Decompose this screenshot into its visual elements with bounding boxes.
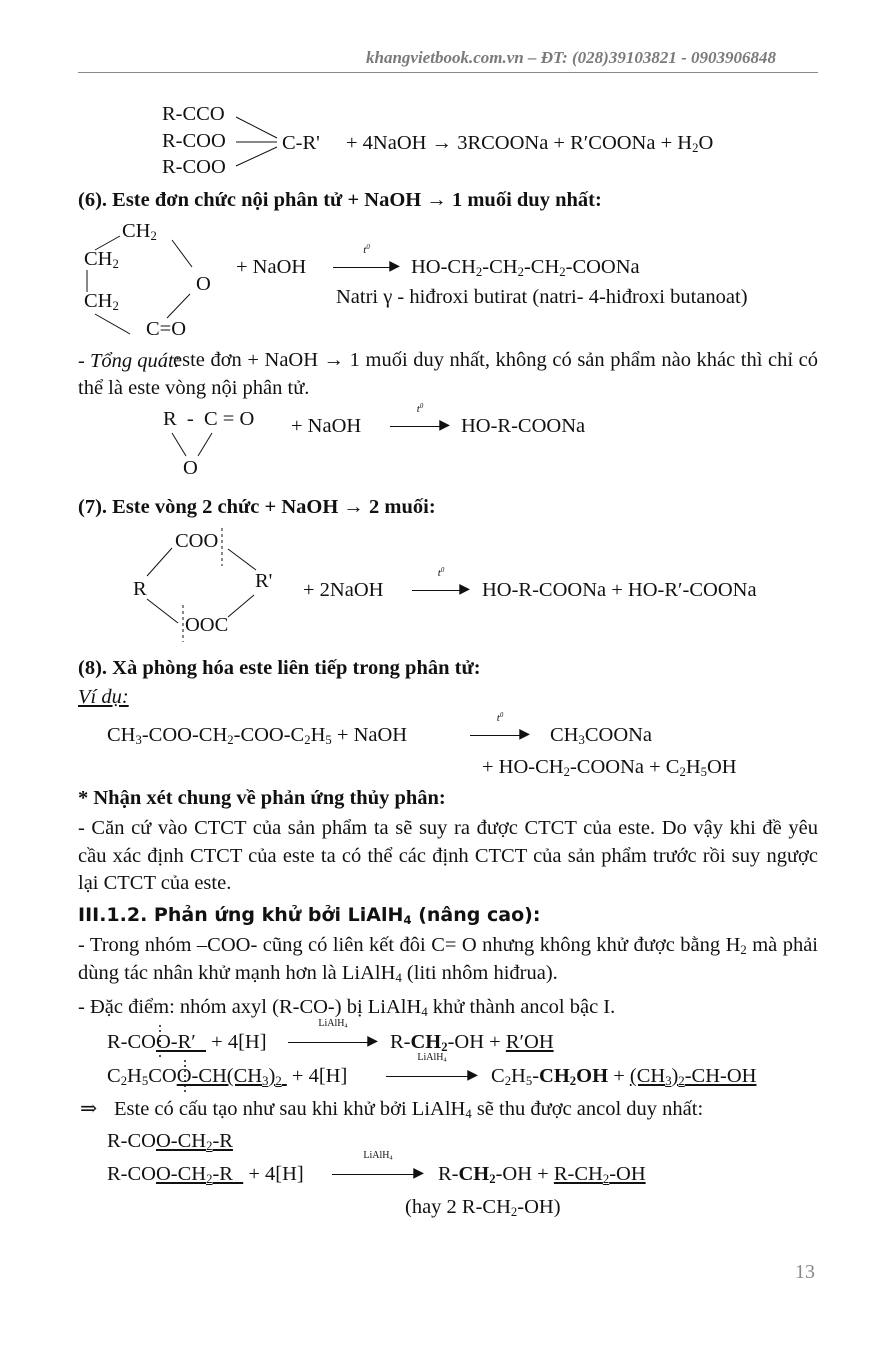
text-run: 2 <box>489 1172 496 1187</box>
text-run: O <box>698 132 714 154</box>
example-lhs <box>107 722 407 748</box>
text-run: R- <box>438 1163 459 1185</box>
arrow-condition <box>412 567 470 579</box>
text-run: H <box>310 724 326 746</box>
text-run: 4 <box>443 1056 447 1064</box>
text-run: 5 <box>141 1074 149 1089</box>
reagent-2naoh: + 2NaOH <box>303 579 384 601</box>
text-run: 2 <box>504 1074 512 1089</box>
section-7-heading: (7). Este vòng 2 chức + NaOH → 2 muối: <box>78 496 436 518</box>
remark-heading: * Nhận xét chung về phản ứng thủy phân: <box>78 787 446 809</box>
text-run: 2 <box>227 733 234 748</box>
text-run: R′OH <box>505 1031 554 1053</box>
text-run: -OH + <box>447 1031 506 1053</box>
text-run: -CH <box>523 256 560 278</box>
text-run: -R <box>212 1130 233 1152</box>
text-run: (hay 2 R-CH <box>405 1196 511 1218</box>
text-run: khử thành ancol bậc I. <box>427 996 616 1018</box>
reaction-arrow: $t^0$ ▶ <box>412 581 470 597</box>
general-ring-top: R - C = O <box>163 408 255 430</box>
text-run: LiAlH <box>318 1018 345 1029</box>
text-run: 3 <box>665 1074 672 1089</box>
reaction-arrow: LiAlH$_4$ ▶ <box>332 1165 424 1181</box>
formula-rcoo-2: R-COO <box>162 156 226 178</box>
ring-oxygen: O <box>196 273 211 295</box>
reaction-arrow: LiAlH$_4$ ▶ <box>288 1033 378 1049</box>
general-reagent: + NaOH <box>291 415 362 437</box>
text-run: ) <box>671 1065 679 1087</box>
text-run: O-CH <box>155 1130 207 1152</box>
eq2-lhs <box>107 1063 347 1089</box>
ring7-products: HO-R-COONa + HO-R′-COONa <box>482 579 757 601</box>
text-run: CH <box>539 1065 570 1087</box>
arrow-reagent <box>386 1052 478 1063</box>
text-run: -OH <box>609 1163 646 1185</box>
general-ring-oxygen: O <box>183 457 198 479</box>
text-run: 4 <box>421 1005 428 1020</box>
text-run: 5 <box>700 765 707 780</box>
text-run: 4 <box>395 970 402 985</box>
text-run: 2 <box>517 265 524 280</box>
formula-center: C-R' <box>282 132 320 154</box>
text-run: (nâng cao): <box>411 904 541 926</box>
text-run: CH <box>84 248 113 270</box>
text-run: R-CO <box>107 1163 156 1185</box>
text-run: R-CO <box>107 1031 156 1053</box>
example-label: Ví dụ: <box>78 686 129 708</box>
arrow-reagent <box>288 1018 378 1029</box>
text-run: + <box>608 1065 630 1087</box>
text-run: O-R′ <box>155 1031 207 1053</box>
text-run: 2 <box>441 1040 448 1055</box>
text-run: t <box>363 244 367 256</box>
text-run: 2 <box>475 265 483 280</box>
implies-symbol: ⇒ <box>80 1098 98 1120</box>
text-run: 2 <box>678 1074 685 1089</box>
section-lialh4-heading <box>78 902 540 928</box>
text-run: + 4[H] <box>206 1031 267 1053</box>
arrow-condition <box>333 244 400 256</box>
arrow-reagent <box>332 1150 424 1161</box>
text-run: CH <box>550 724 579 746</box>
eq3-note <box>405 1194 561 1220</box>
text-run: t <box>437 567 441 579</box>
text-run: R-CO <box>107 1130 156 1152</box>
eq2-rhs <box>491 1063 756 1089</box>
text-run: - <box>532 1065 540 1087</box>
text-run: R- <box>390 1031 411 1053</box>
ring7-r: R <box>133 578 147 600</box>
text-run: 4 <box>389 1154 393 1162</box>
eq3-rhs <box>438 1161 646 1187</box>
formula-rcoo-1: R-COO <box>162 130 226 152</box>
text-run: 2 <box>150 229 157 244</box>
ring7-r-prime: R' <box>255 570 273 592</box>
text-run: 2 <box>679 765 686 780</box>
text-run: 0 <box>499 711 504 719</box>
text-run: -COO-CH <box>141 724 228 746</box>
reaction-arrow: $t^0$ ▶ <box>333 258 400 274</box>
text-run: C <box>491 1065 505 1087</box>
arrow-condition <box>390 403 450 415</box>
ester-example <box>107 1128 233 1154</box>
text-run: CH <box>84 290 113 312</box>
text-run: 3 <box>578 733 585 748</box>
section-6-heading: (6). Este đơn chức nội phân tử + NaOH → 1 muối duy nhất: <box>78 189 602 211</box>
remark-text: - Căn cứ vào CTCT của sản phẩm ta sẽ suy ra được CTCT của este. Do vậy khi đề yêu cầu xác định CTCT của este ta có thể các định CTCT của sản phẩm trước rồi suy ngược lại CTCT của este. <box>78 817 818 894</box>
text-run: (CH <box>629 1065 666 1087</box>
text-run: + HO-CH <box>482 756 564 778</box>
text-run: -COO-C <box>233 724 305 746</box>
text-run: + 4NaOH → 3RCOONa + R′COONa + H <box>346 132 693 154</box>
text-run: + NaOH <box>331 724 408 746</box>
text-run: 3 <box>135 733 142 748</box>
general-rule-body: este đơn + NaOH → 1 muối duy nhất, không có sản phẩm nào khác thì chỉ có thể là este vòng nội phân tử. <box>78 349 818 399</box>
text-run: LiAlH <box>417 1052 444 1063</box>
text-run: CH <box>410 1031 442 1053</box>
text-run: 2 <box>602 1172 610 1187</box>
text-run: 2 <box>275 1074 282 1089</box>
page-number: 13 <box>795 1261 815 1283</box>
text-run: 3 <box>262 1074 269 1089</box>
text-run: 4 <box>465 1107 472 1122</box>
section-8-heading: (8). Xà phòng hóa este liên tiếp trong phân tử: <box>78 657 481 679</box>
text-run: 0 <box>440 566 445 574</box>
text-run: O-CH <box>155 1163 207 1185</box>
text-run: -CH-OH <box>684 1065 757 1087</box>
reaction-arrow: $t^0$ ▶ <box>470 726 530 742</box>
text-run: Este có cấu tạo như sau khi khử bởi LiAlH <box>114 1098 466 1120</box>
text-run: + 4[H] <box>286 1065 348 1087</box>
ring7-coo: COO <box>175 530 219 552</box>
text-run: -R <box>212 1163 244 1185</box>
text-run: -COONa <box>565 256 640 278</box>
text-run: ) <box>268 1065 276 1087</box>
eq3-lhs <box>107 1161 304 1187</box>
text-run: R-CH <box>553 1163 603 1185</box>
text-run: 2 <box>510 1205 518 1220</box>
text-run: H <box>685 756 701 778</box>
text-run: 4 <box>403 912 412 927</box>
text-run: H <box>511 1065 526 1087</box>
formula-rcco: R-CCO <box>162 103 225 125</box>
text-run: COONa <box>584 724 653 746</box>
text-run: 2 <box>120 1074 128 1089</box>
text-run: mà phải dùng tác nhân khử mạnh hơn là LiAlH <box>78 934 819 984</box>
page-header: khangvietbook.com.vn – ĐT: (028)39103821 - 0903906848 <box>366 48 777 67</box>
product-formula <box>411 254 640 280</box>
text-run: 5 <box>525 1074 533 1089</box>
ring-ch2-mid <box>84 246 119 272</box>
text-run: O-CH(CH <box>176 1065 263 1087</box>
general-rule-text <box>78 347 818 402</box>
general-product: HO-R-COONa <box>461 415 586 437</box>
text-run: 2 <box>112 257 119 272</box>
text-run: 2 <box>740 943 747 958</box>
reaction-arrow: LiAlH$_4$ ▶ <box>386 1067 478 1083</box>
general-rule-line1: - Tổng quát: <box>78 350 181 372</box>
text-run: t <box>416 403 420 415</box>
text-run: 2 <box>563 765 570 780</box>
reagent-naoh: + NaOH <box>236 256 307 278</box>
example-product-2 <box>482 754 737 780</box>
text-run: -CH <box>482 256 518 278</box>
text-run: 2 <box>692 141 699 156</box>
ring7-ooc: OOC <box>185 614 229 636</box>
conclusion-text <box>114 1096 703 1122</box>
text-run: OH <box>576 1065 609 1087</box>
text-run: 2 <box>206 1172 213 1187</box>
text-run: CH <box>107 724 136 746</box>
arrow-condition <box>470 712 530 724</box>
text-run: H <box>127 1065 142 1087</box>
eq1-lhs <box>107 1029 267 1055</box>
text-run: - Đặc điểm: nhóm axyl (R-CO-) bị LiAlH <box>78 996 422 1018</box>
example-product-1 <box>550 722 652 748</box>
text-run: III.1.2. Phản ứng khử bởi LiAlH <box>78 904 404 926</box>
text-run: -OH + <box>495 1163 554 1185</box>
general-label: Tổng quát: <box>89 350 181 372</box>
text-run: HO-CH <box>411 256 476 278</box>
text-run: CO <box>148 1065 177 1087</box>
text-run: LiAlH <box>363 1150 390 1161</box>
text-run: -COONa + C <box>569 756 680 778</box>
lialh4-paragraph-1 <box>78 932 818 987</box>
text-run: 2 <box>569 1074 577 1089</box>
text-run: CH <box>122 220 151 242</box>
text-run: sẽ thu được ancol duy nhất: <box>471 1098 704 1120</box>
text-run: C <box>107 1065 121 1087</box>
text-run: (liti nhôm hiđrua). <box>401 961 558 984</box>
text-run: - Trong nhóm –COO- cũng có liên kết đôi C= O nhưng không khử được bằng H <box>78 934 741 956</box>
text-run: 5 <box>325 733 332 748</box>
text-run: 2 <box>559 265 566 280</box>
lialh4-paragraph-2 <box>78 994 615 1020</box>
text-run: t <box>496 712 500 724</box>
text-run: 2 <box>304 733 311 748</box>
text-run: 4 <box>344 1022 348 1030</box>
text-run: OH <box>707 756 737 778</box>
text-run: 2 <box>112 299 119 314</box>
reaction-arrow: $t^0$ ▶ <box>390 417 450 433</box>
text-run: + 4[H] <box>243 1163 304 1185</box>
text-run: 0 <box>419 402 424 410</box>
text-run: 2 <box>206 1139 213 1154</box>
ring-ch2-bottom <box>84 288 119 314</box>
ring-ch2-top <box>122 218 157 244</box>
text-run: -OH) <box>517 1196 561 1218</box>
text-run: 0 <box>366 243 370 251</box>
product-name: Natri γ - hiđroxi butirat (natri- 4-hiđroxi butanoat) <box>336 286 748 308</box>
ring-carbonyl: C=O <box>146 318 187 340</box>
text-run: CH <box>458 1163 490 1185</box>
